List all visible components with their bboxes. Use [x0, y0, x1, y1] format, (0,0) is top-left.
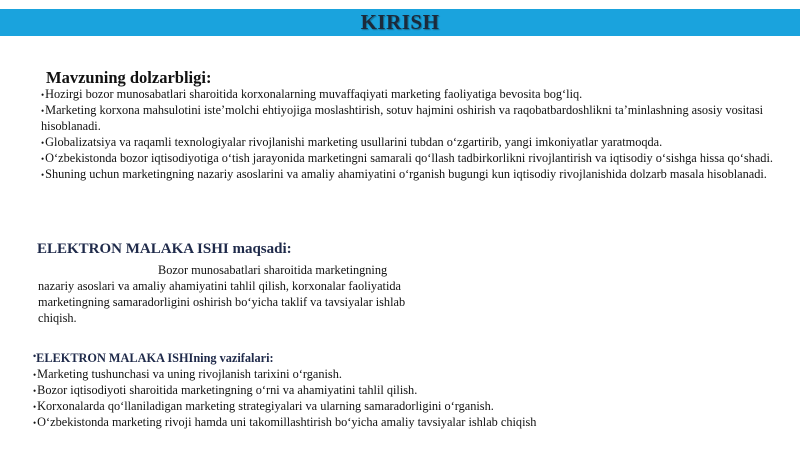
bullet-icon: •	[41, 137, 45, 148]
goal-heading: ELEKTRON MALAKA ISHI maqsadi:	[37, 241, 292, 257]
bullet-icon: •	[33, 417, 37, 428]
list-item-text: Hozirgi bozor munosabatlari sharoitida korxonalarning muvaffaqiyati marketing faoliyatiga bevosita bog‘liq.	[45, 87, 583, 101]
bullet-icon: •	[33, 385, 37, 396]
list-item-text: O‘zbekistonda marketing rivoji hamda uni takomillashtirish bo‘yicha amaliy tavsiyalar ishlab chiqish	[37, 414, 537, 429]
bullet-icon: •	[33, 351, 37, 361]
list-item	[41, 167, 786, 183]
list-item-text: Marketing tushunchasi va uning rivojlanish tarixini o‘rganish.	[37, 367, 342, 381]
tasks-heading-text: ELEKTRON MALAKA ISHIning vazifalari:	[36, 351, 274, 365]
tasks-list	[33, 367, 773, 431]
list-item	[41, 103, 786, 135]
bullet-icon: •	[33, 401, 37, 412]
bullet-icon: •	[41, 90, 45, 100]
tasks-heading	[33, 351, 274, 366]
list-item	[33, 399, 773, 415]
relevance-list	[41, 87, 786, 182]
title-bar	[0, 9, 800, 36]
list-item	[41, 87, 786, 103]
relevance-heading: Mavzuning dolzarbligi:	[46, 68, 212, 87]
bullet-icon: •	[41, 105, 45, 116]
bullet-icon: •	[33, 370, 37, 380]
list-item	[33, 367, 773, 383]
list-item	[41, 135, 786, 151]
page-title: KIRISH	[360, 10, 440, 34]
list-item-text: O‘zbekistonda bozor iqtisodiyotiga o‘tish jarayonida marketingni samarali qo‘llash tadbirkorlikni rivojlantirish va iqtisodiy o‘sishga hissa qo‘shadi.	[45, 150, 773, 165]
list-item	[41, 151, 786, 167]
bullet-icon: •	[41, 169, 45, 180]
bullet-icon: •	[41, 153, 45, 164]
goal-text: Bozor munosabatlari sharoitida marketingning nazariy asoslari va amaliy ahamiyatini tahlil qilish, korxonalar faoliyatida marketingning samaradorligini oshirish bo‘yicha taklif va tavsiyalar ishlab chiqish.	[38, 263, 406, 325]
list-item-text: Bozor iqtisodiyoti sharoitida marketingning o‘rni va ahamiyatini tahlil qilish.	[37, 382, 418, 397]
list-item-text: Shuning uchun marketingning nazariy asoslarini va amaliy ahamiyatini o‘rganish bugungi kun iqtisodiy rivojlanishida dolzarb masala hisoblanadi.	[45, 166, 767, 181]
list-item-text: Globalizatsiya va raqamli texnologiyalar rivojlanishi marketing usullarini tubdan o‘zgartirib, yangi imkoniyatlar yaratmoqda.	[45, 134, 663, 149]
list-item-text: Korxonalarda qo‘llaniladigan marketing strategiyalari va ularning samaradorligini o‘rganish.	[37, 398, 494, 413]
list-item-text: Marketing korxona mahsulotini iste’molchi ehtiyojiga moslashtirish, sotuv hajmini oshirish va raqobatbardoshlikni ta’minlashning asosiy vositasi hisoblanadi.	[41, 102, 764, 133]
list-item	[33, 415, 773, 431]
list-item	[33, 383, 773, 399]
